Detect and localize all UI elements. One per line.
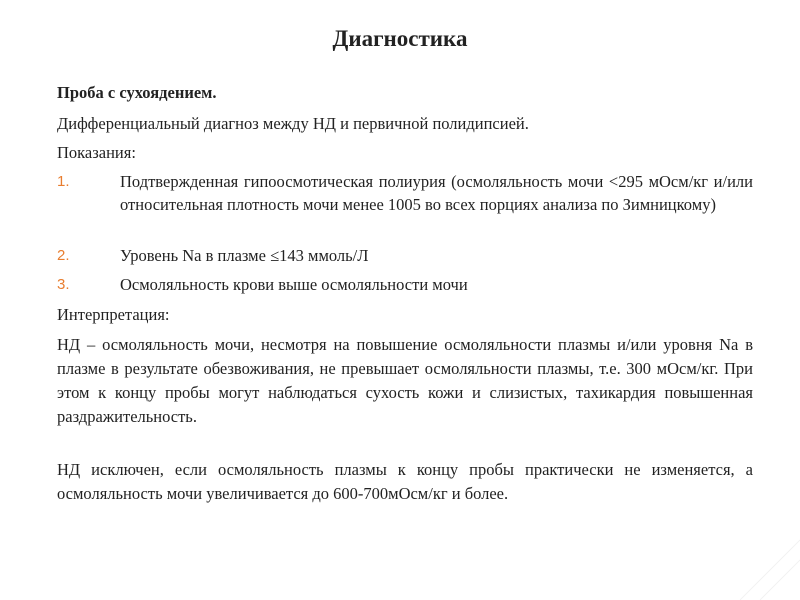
list-number: 2.: [57, 247, 70, 264]
list-number: 1.: [57, 173, 70, 190]
corner-decoration: [720, 520, 800, 600]
list-item-text: Осмоляльность крови выше осмоляльности мочи: [120, 275, 468, 294]
interpretation-paragraph: НД исключен, если осмоляльность плазмы к концу пробы практически не изменяется, а осмоляльность мочи увеличивается до 600-700мОсм/кг и более.: [57, 460, 753, 503]
interpretation-paragraph: НД – осмоляльность мочи, несмотря на повышение осмоляльности плазмы и/или уровня Na в плазме в результате обезвоживания, не превышает осмоляльности плазмы, т.е. 300 мОсм/кг. При этом к концу пробы могут наблюдаться сухость кожи и слизистых, тахикардия повышенная раздражительность.: [57, 335, 753, 426]
list-item: [57, 244, 753, 267]
interpretation-label: Интерпретация:: [57, 305, 170, 324]
purpose-text: Дифференциальный диагноз между НД и первичной полидипсией.: [57, 114, 529, 133]
test-heading: Проба с сухоядением.: [57, 83, 217, 102]
list-item-text: Уровень Na в плазме ≤143 ммоль/Л: [120, 246, 369, 265]
list-item: [57, 170, 753, 216]
list-item: [57, 273, 753, 296]
list-item-text: Подтвержденная гипоосмотическая полиурия (осмоляльность мочи <295 мОсм/кг и/или относительная плотность мочи менее 1005 во всех порциях анализа по Зимницкому): [120, 172, 753, 214]
list-number: 3.: [57, 276, 70, 293]
slide-title: Диагностика: [332, 26, 468, 51]
indications-label: Показания:: [57, 143, 136, 162]
